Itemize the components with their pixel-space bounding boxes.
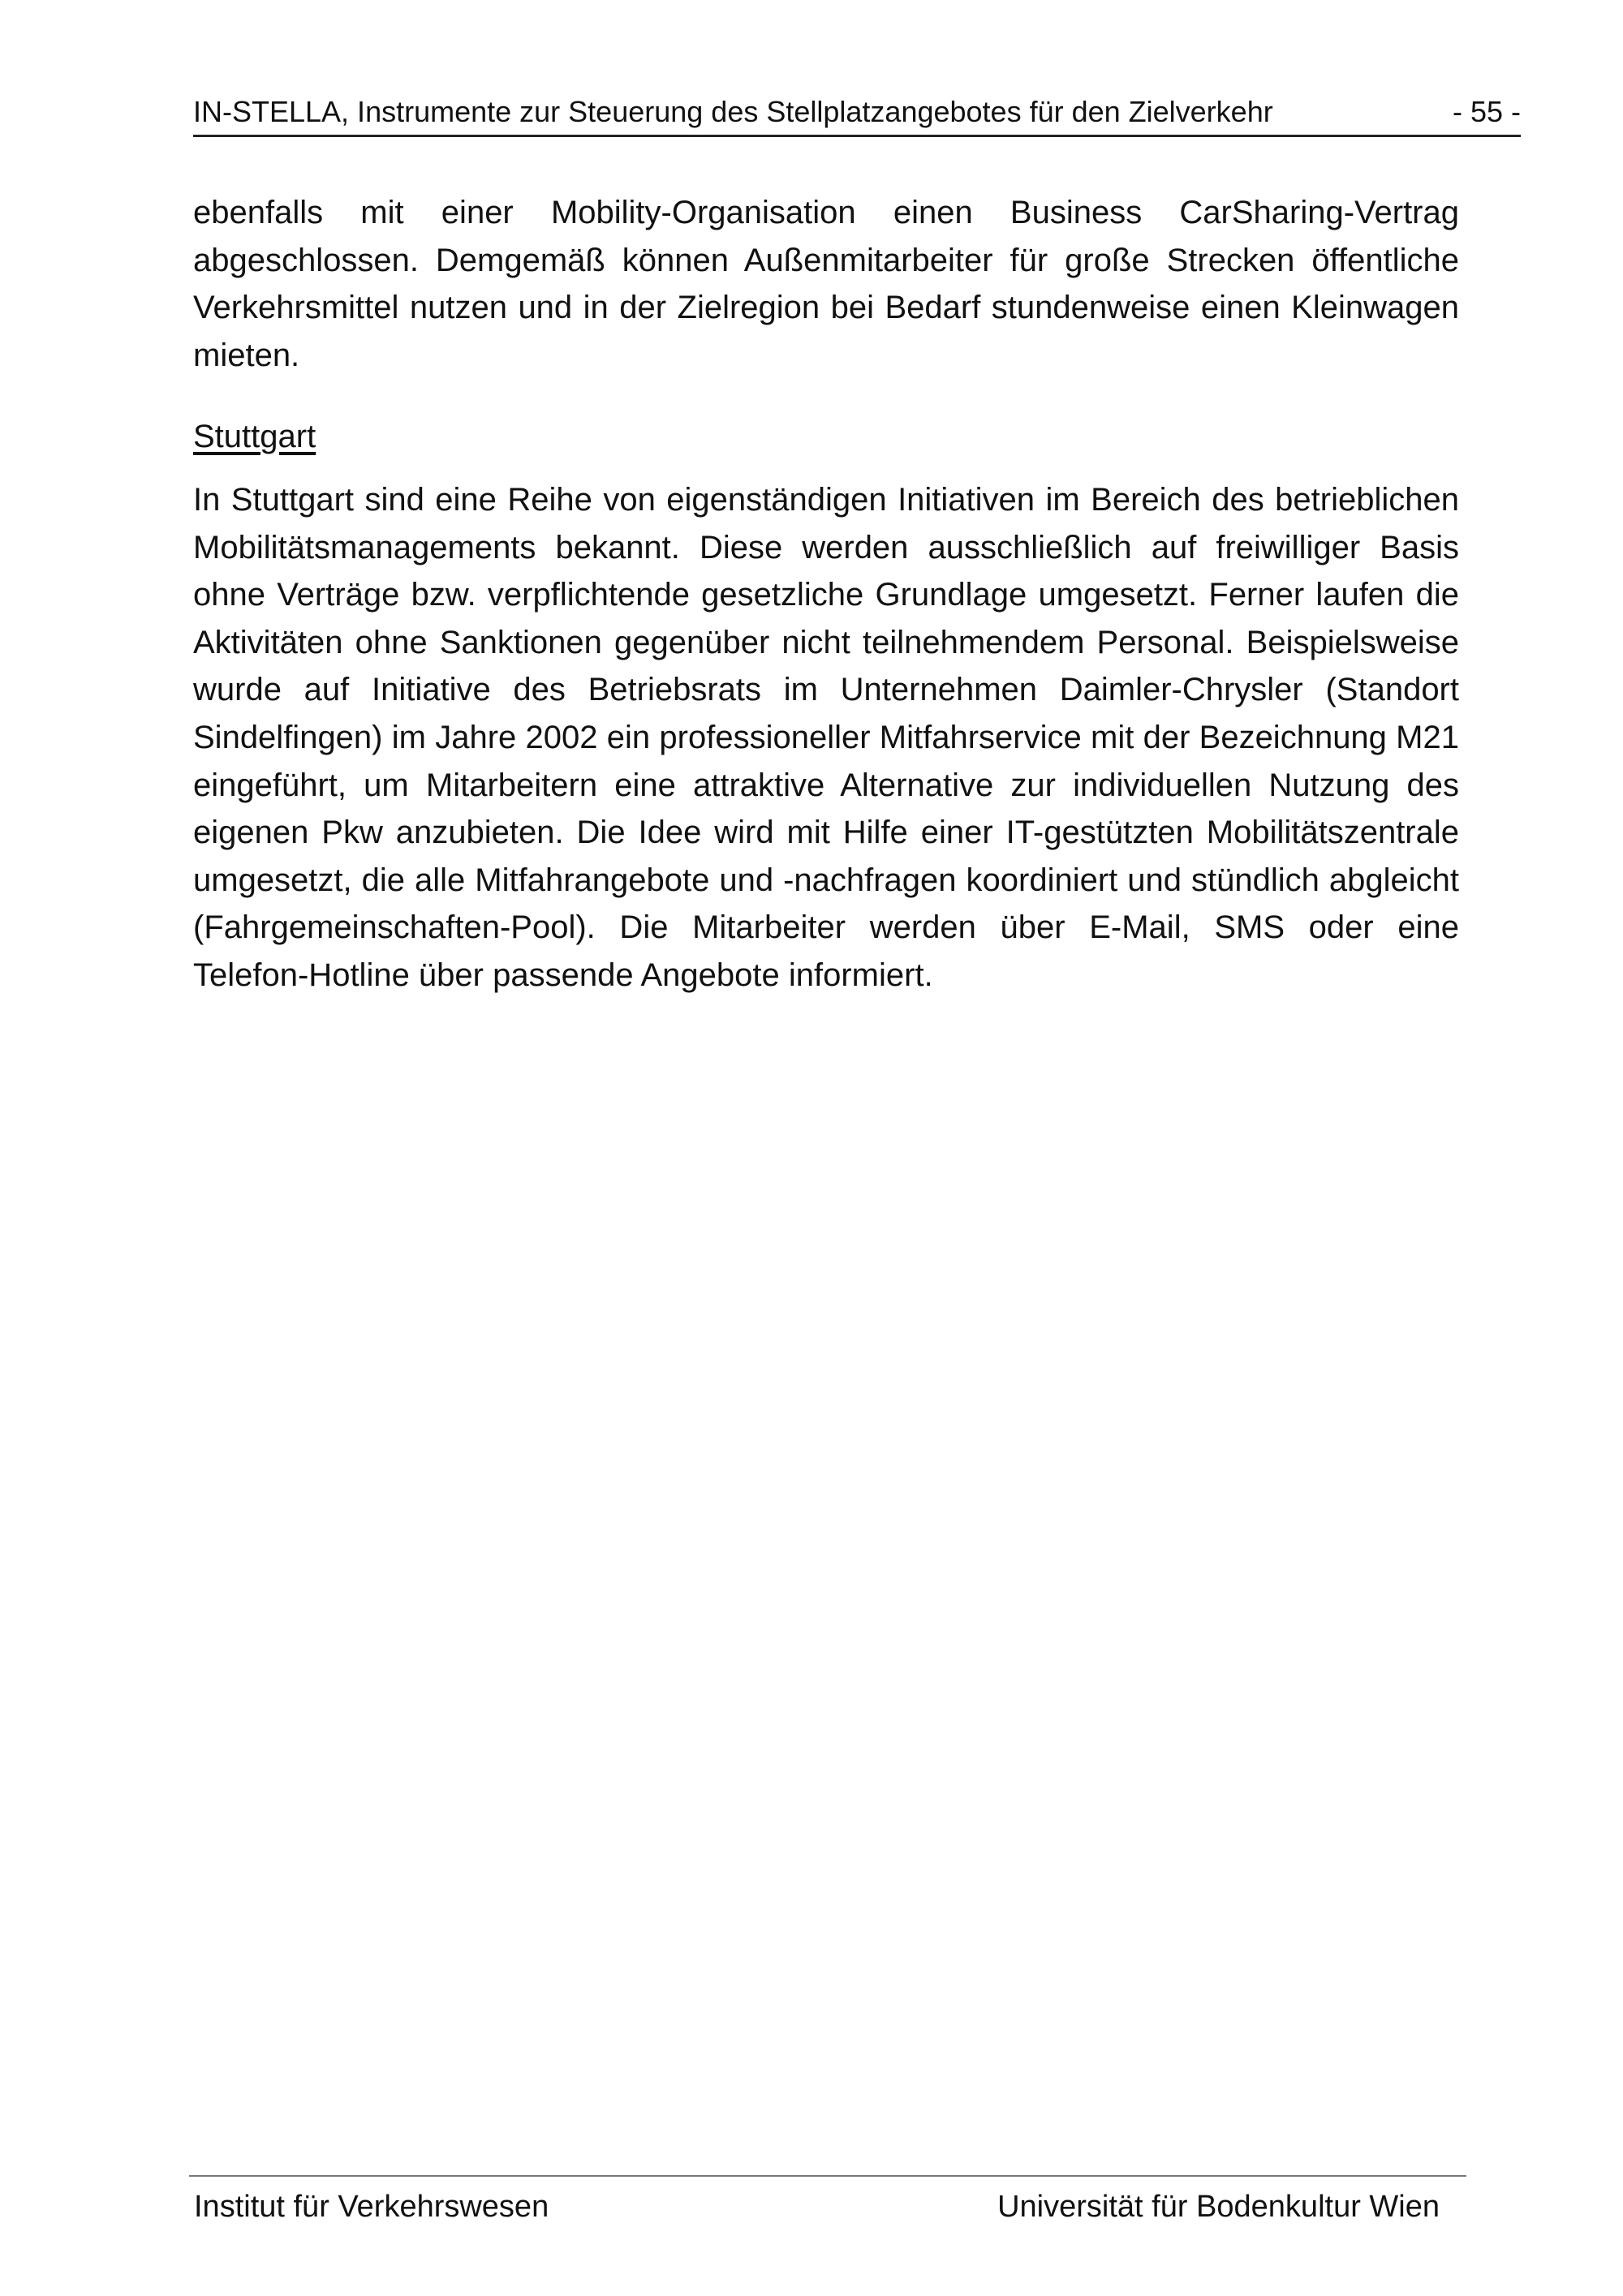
section-heading: Stuttgart (193, 419, 316, 454)
body-paragraph: ebenfalls mit einer Mobility-Organisation einen Business CarSharing-Vertrag abgeschlossen. Demgemäß können Außenmitarbeiter für große Strecken öffentliche Verkehrsmittel nutzen und in der Zielregion bei Bedarf stundenweise einen Kleinwagen mieten. (193, 195, 1459, 373)
footer-university: Universität für Bodenkultur Wien (997, 2190, 1440, 2224)
page-number: - 55 - (1452, 95, 1521, 128)
footer-institute: Institut für Verkehrswesen (194, 2190, 549, 2224)
page-header (193, 91, 1521, 137)
page-footer (189, 2175, 1466, 2225)
header-title: IN-STELLA, Instrumente zur Steuerung des Stellplatzangebotes für den Zielverkehr (193, 95, 1273, 128)
body-paragraph: In Stuttgart sind eine Reihe von eigenständigen Initiativen im Bereich des betrieblichen Mobilitätsmanagements bekannt. Diese werden ausschließlich auf freiwilliger Basis ohne Verträge bzw. verpflichtende gesetzliche Grundlage umgesetzt. Ferner laufen die Aktivitäten ohne Sanktionen gegenüber nicht teilnehmendem Personal. Beispielsweise wurde auf Initiative des Betriebsrats im Unternehmen Daimler-Chrysler (Standort Sindelfingen) im Jahre 2002 ein professioneller Mitfahrservice mit der Bezeichnung M21 eingeführt, um Mitarbeitern eine attraktive Alternative zur individuellen Nutzung des eigenen Pkw anzubieten. Die Idee wird mit Hilfe einer IT-gestützten Mobilitätszentrale umgesetzt, die alle Mitfahrangebote und -nachfragen koordiniert und stündlich abgleicht (Fahrgemeinschaften-Pool). Die Mitarbeiter werden über E-Mail, SMS oder eine Telefon-Hotline über passende Angebote informiert. (193, 482, 1459, 993)
